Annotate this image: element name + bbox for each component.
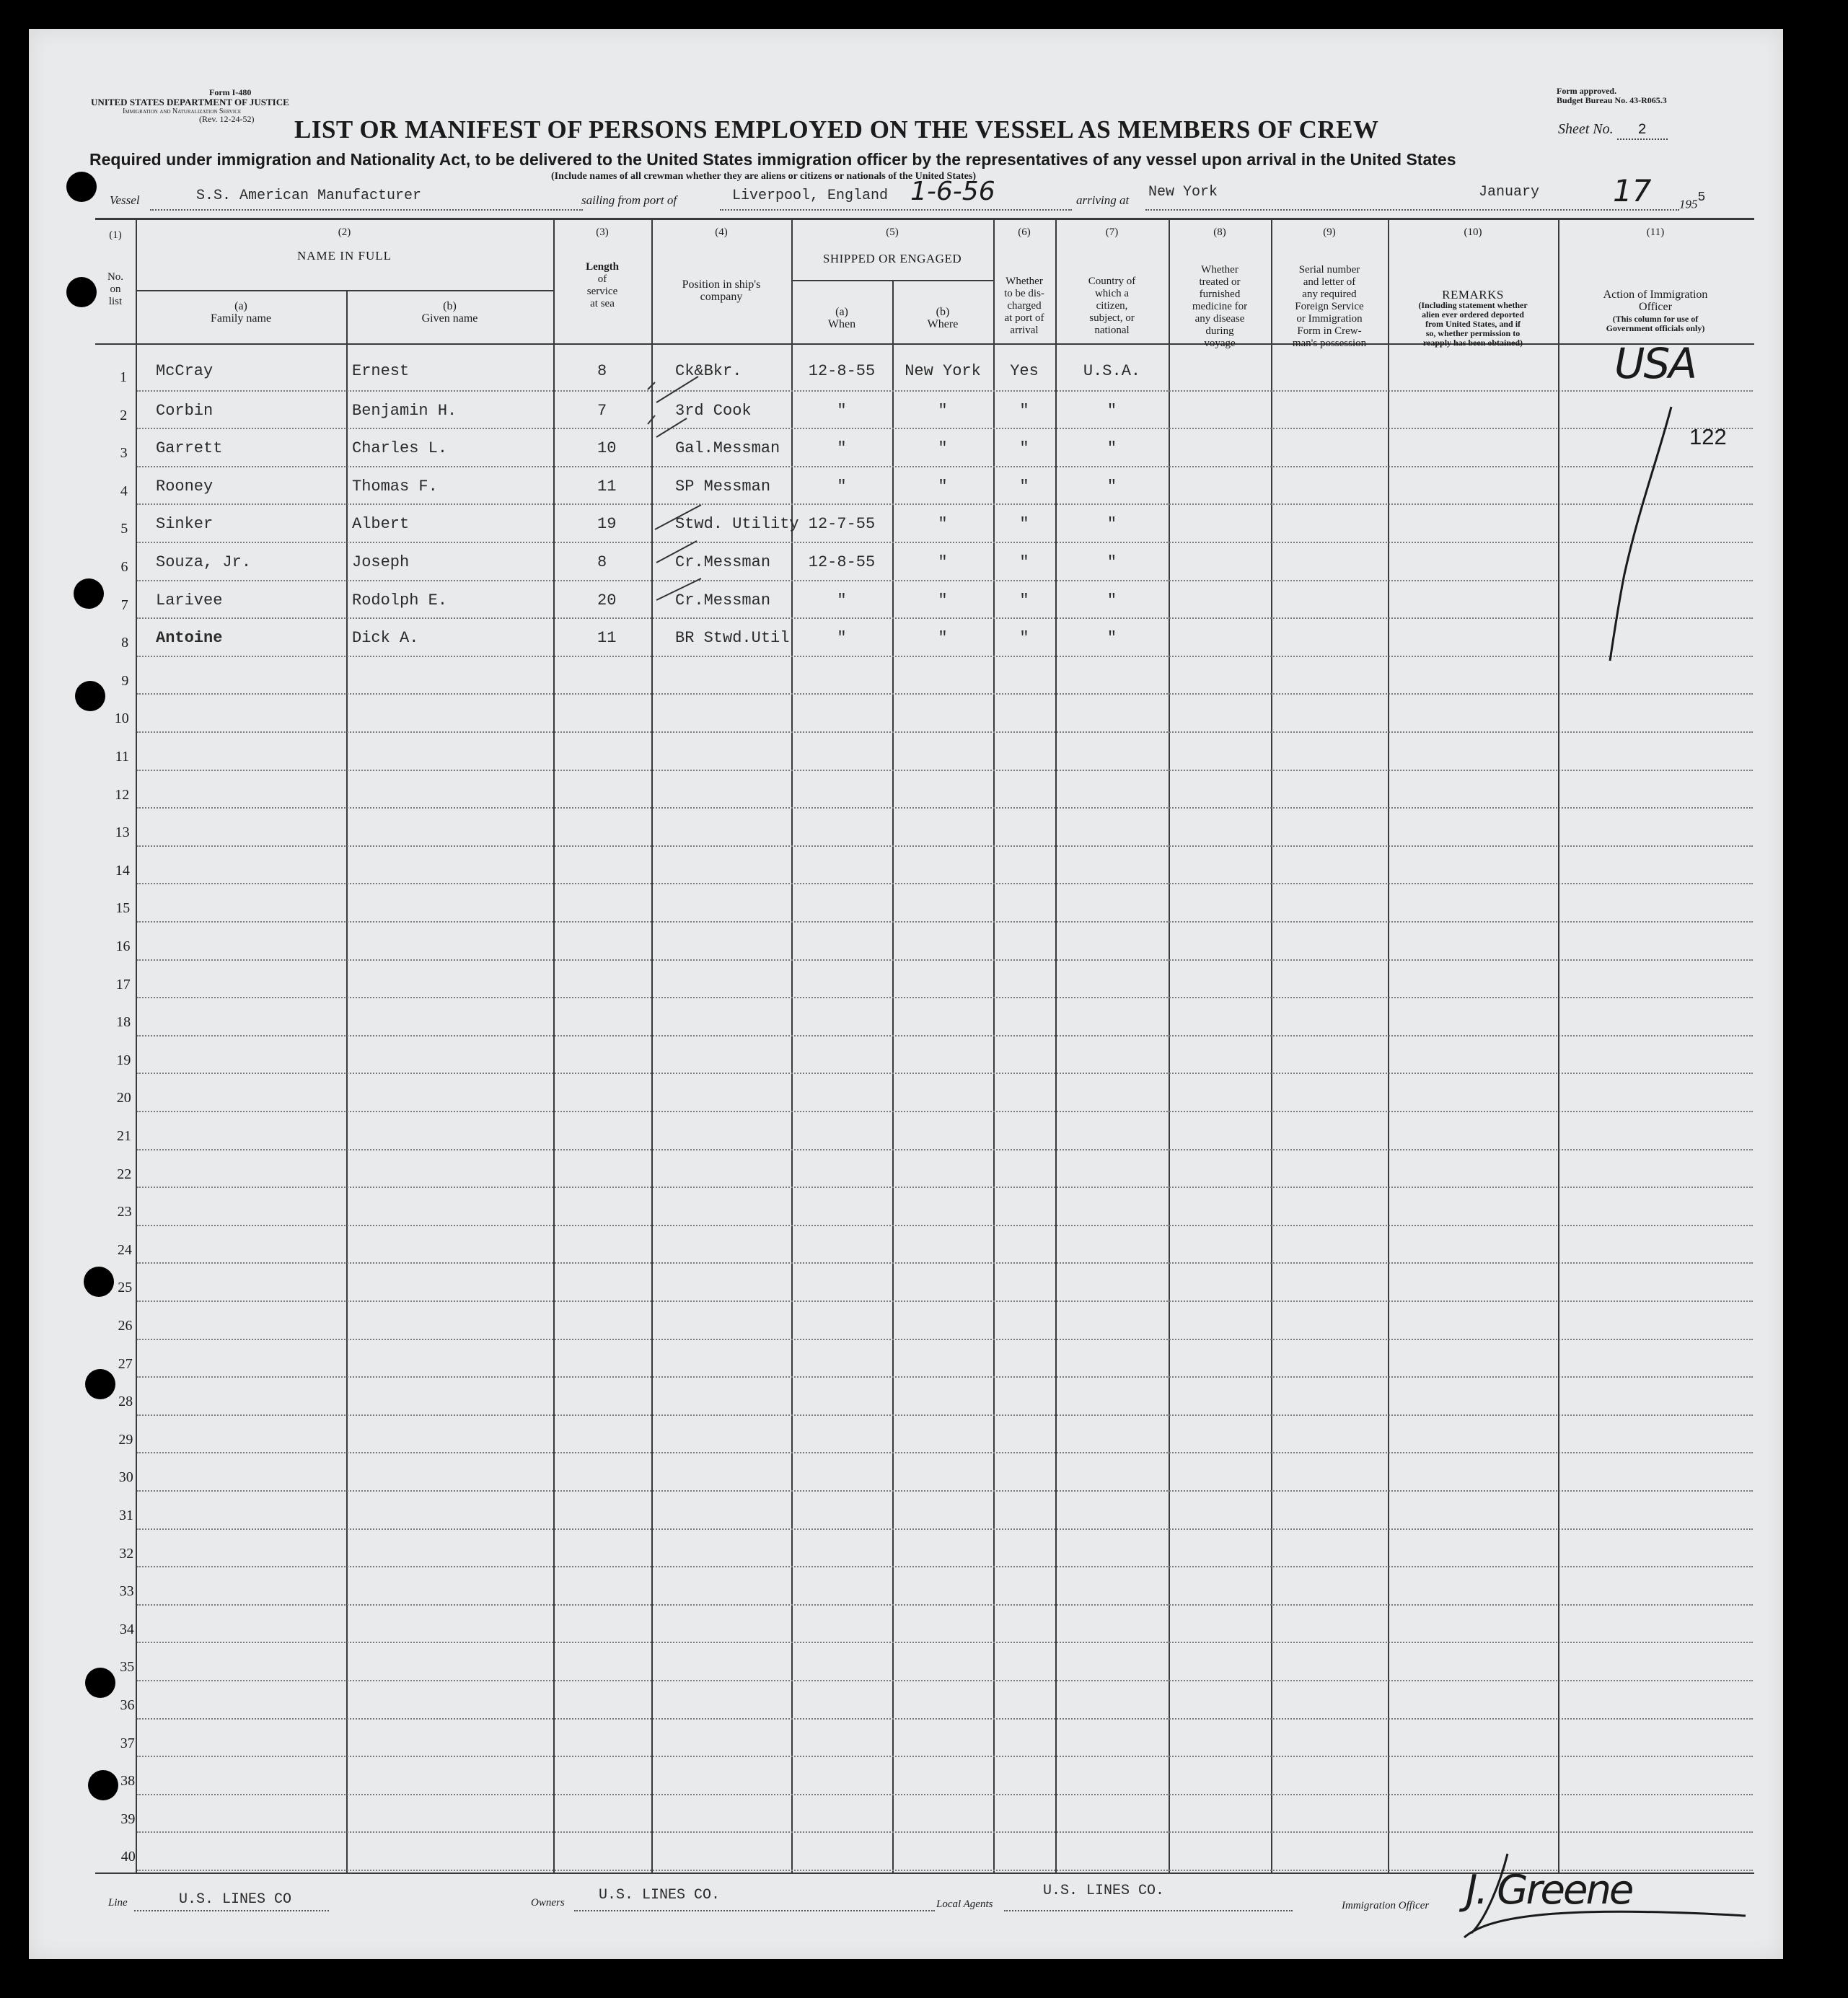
header-line: and letter of [1303,276,1356,288]
row-number: 18 [116,1014,131,1031]
header-line: REMARKS [1442,288,1504,302]
length-of-service: 8 [597,362,607,380]
action-number: 122 [1689,424,1727,449]
row-number: 28 [118,1394,133,1410]
arrival-year-suffix: 5 [1697,190,1706,205]
shipped-when: " [837,439,847,458]
col-divider [791,219,793,1872]
header-line: alien ever ordered deported [1422,309,1524,320]
header-line: voyage [1204,338,1236,349]
line-label: Line [108,1897,128,1909]
header-line: When [827,318,856,330]
given-name: Ernest [352,362,410,380]
row-number: 24 [117,1241,132,1258]
col-divider [1388,219,1389,1872]
header-line: at sea [590,298,615,309]
col2b-header [346,300,553,325]
length-of-service: 7 [597,401,607,420]
position: Gal.Messman [675,439,780,458]
local-agents-label: Local Agents [936,1898,993,1910]
country: " [1106,477,1117,496]
shipped-when: " [837,629,847,648]
inclusion-note: (Include names of all crewman whether they are aliens or citizens or nationals of the United States) [551,171,976,182]
header-line: Action of Immigration [1603,289,1708,301]
header-line: Foreign Service [1295,301,1364,312]
shipped-when: 12-7-55 [808,515,876,534]
col7-number: (7) [1105,226,1119,238]
budget-bureau: Budget Bureau No. 43-R065.3 [1557,95,1667,105]
row-line [137,1301,1753,1302]
discharged-at-arrival: " [1019,401,1029,420]
discharged-at-arrival: " [1019,553,1029,571]
header-line: on [110,283,121,295]
row-line [137,693,1753,695]
discharged-at-arrival: " [1019,477,1029,496]
row-line [137,1035,1753,1037]
position: BR Stwd.Util [675,629,790,648]
header-line: medicine for [1192,301,1248,312]
manifest-sheet [29,29,1783,1959]
shipped-where: " [938,401,948,420]
position: 3rd Cook [675,401,752,420]
header-line: national [1094,325,1130,336]
arrival-year-prefix: 195 [1679,197,1698,211]
country: " [1106,515,1117,534]
col6-number: (6) [1018,226,1031,238]
discharged-at-arrival: " [1019,515,1029,534]
header-line: furnished [1199,289,1241,300]
shipped-when: " [837,591,847,609]
shipped-when: 12-8-55 [808,553,876,571]
discharged-at-arrival: " [1019,439,1029,458]
row-number: 27 [118,1355,133,1372]
row-line [137,883,1753,884]
header-line: citizen, [1096,300,1128,312]
row-line [137,997,1753,998]
col4-number: (4) [715,226,728,238]
arriving-port: New York [1148,184,1218,201]
row-number: 36 [120,1697,135,1713]
discharged-at-arrival: Yes [1010,362,1039,380]
col8-number: (8) [1213,226,1226,238]
signature-flourish [1457,1847,1760,1948]
form-number: Form I-480 [209,87,252,97]
row-number: 13 [115,824,130,841]
length-of-service: 11 [597,477,617,496]
row-line [137,1528,1753,1530]
row-number: 1 [120,369,127,385]
length-of-service: 19 [597,515,617,534]
row-line [137,542,1753,543]
family-name: Rooney [156,477,214,496]
checkmark-ticks [635,368,750,685]
col2-header: NAME IN FULL [297,249,392,263]
header-line: company [700,291,743,303]
sheet-label: Sheet No. [1558,121,1614,137]
row-number: 9 [121,672,129,689]
row-line [137,1262,1753,1264]
header-line: Serial number [1298,264,1360,276]
row-number: 5 [120,521,128,537]
header-line: list [108,296,123,307]
punch-hole [66,172,97,202]
sailing-underline [720,209,1072,211]
header-line: (Including statement whether [1418,300,1528,310]
row-number: 30 [118,1469,133,1486]
row-number: 34 [119,1621,134,1637]
row-line [137,617,1753,619]
officer-signature: J. Greene [1466,1867,1632,1914]
row-number: 14 [115,862,130,879]
header-line: subject, or [1089,312,1135,324]
length-of-service: 11 [597,629,617,648]
country: " [1106,591,1117,609]
col1-header [95,271,136,308]
header-line: (b) [443,300,457,312]
row-number: 20 [116,1090,131,1106]
arrival-month: January [1479,184,1540,201]
row-line [137,1225,1753,1226]
row-number: 15 [115,900,131,917]
col-divider [553,219,555,1872]
header-line: treated or [1199,276,1241,288]
row-number: 35 [120,1659,135,1676]
row-line [137,921,1753,923]
row-number: 3 [120,445,128,462]
sheet-number-label [1558,121,1668,140]
col3-number: (3) [596,226,609,238]
header-line: to be dis- [1004,288,1044,299]
shipped-where: " [938,515,948,534]
country: " [1106,629,1117,648]
discharged-at-arrival: " [1019,591,1029,609]
header-line: charged [1007,300,1042,312]
row-number: 31 [119,1508,133,1523]
given-name: Charles L. [352,439,448,458]
col2a-header [136,300,346,325]
discharged-at-arrival: " [1019,629,1029,648]
sailing-date-handwritten: 1-6-56 [910,177,995,206]
header-line: Officer [1639,301,1672,313]
col6-header [993,276,1055,337]
header-line: (b) [936,306,950,318]
sailing-from-label: sailing from port of [581,193,677,207]
col7-header [1055,276,1169,337]
owners-label: Owners [531,1897,565,1909]
col-divider [1055,219,1057,1872]
row-number: 22 [117,1166,132,1182]
row-line [137,1604,1753,1606]
given-name: Albert [352,515,410,534]
position: SP Messman [675,477,771,496]
vessel-underline [150,209,583,211]
col5-header: SHIPPED OR ENGAGED [822,252,962,265]
family-name: Sinker [156,515,214,534]
header-line: which a [1094,288,1130,299]
row-line [137,1414,1753,1416]
line-underline [134,1910,329,1911]
table-top-border [95,218,1754,220]
row-number: 17 [115,976,131,993]
col8-header [1169,264,1271,350]
shipped-header-split [791,280,993,281]
row-number: 37 [120,1735,135,1751]
header-line: Government officials only) [1606,323,1705,333]
header-line: No. [107,271,124,283]
arriving-underline [1145,209,1679,211]
given-name: Benjamin H. [352,401,457,420]
row-number: 8 [121,635,129,651]
position: Cr.Messman [675,591,771,609]
shipped-where: New York [905,362,981,380]
agents-underline [1004,1910,1293,1911]
sheet-number: 2 [1617,122,1668,140]
page-title: LIST OR MANIFEST OF PERSONS EMPLOYED ON THE VESSEL AS MEMBERS OF CREW [294,115,1379,144]
row-line [137,1149,1753,1150]
header-line: man's possession [1292,338,1367,349]
row-line [137,845,1753,847]
officer-label: Immigration Officer [1342,1900,1430,1911]
shipped-where: " [938,439,948,458]
row-number: 38 [120,1773,136,1790]
length-of-service: 20 [597,591,617,609]
col10-header [1388,289,1558,348]
row-line [137,1831,1753,1833]
row-line [137,807,1753,809]
arriving-at-label: arriving at [1076,193,1130,207]
action-initials-handwritten: USA [1614,339,1696,388]
row-line [137,1073,1753,1074]
row-line [137,466,1753,467]
header-line: Position in ship's [682,278,761,291]
row-line [137,1111,1753,1112]
col-divider [993,219,995,1872]
family-name: Antoine [156,629,223,648]
row-number: 19 [116,1052,131,1068]
length-of-service: 8 [597,553,607,571]
col9-header [1271,264,1388,350]
remarks-note [1388,301,1558,348]
header-line: service [586,286,618,297]
row-number: 21 [117,1128,131,1144]
row-number: 10 [114,710,129,727]
given-name: Joseph [352,553,410,571]
row-number: 6 [120,559,128,575]
action-pen-stroke [1596,401,1682,668]
col5a-header [791,306,892,330]
row-line [137,1756,1753,1757]
col-divider [136,219,137,1872]
header-line: Where [927,318,959,330]
header-line: any disease [1194,313,1245,325]
header-line: Length [586,261,619,273]
given-name: Dick A. [352,629,419,648]
service-name: Immigration and Naturalization Service [123,107,242,115]
department-name: UNITED STATES DEPARTMENT OF JUSTICE [91,97,289,107]
col-divider [346,291,348,1872]
row-number: 26 [118,1318,133,1334]
row-line [137,580,1753,581]
row-number: 29 [118,1431,133,1448]
header-line: arrival [1010,325,1039,336]
shipped-when: " [837,401,847,420]
row-line [137,656,1753,657]
header-line: during [1205,325,1234,337]
local-agents-value: U.S. LINES CO. [1043,1883,1165,1899]
col5-number: (5) [886,226,899,238]
row-number: 16 [115,938,131,954]
shipped-where: " [938,629,948,648]
shipped-when: " [837,477,847,496]
row-number: 12 [115,786,130,803]
row-number: 23 [117,1204,132,1220]
header-line: (a) [835,306,848,318]
row-number: 11 [115,749,129,765]
row-line [137,1680,1753,1681]
family-name: McCray [156,362,214,380]
vessel-label: Vessel [110,193,140,207]
owners-underline [574,1910,935,1911]
header-line: (a) [234,300,247,312]
col4-header [651,278,791,303]
header-line: Given name [421,312,478,325]
row-line [137,1339,1753,1340]
row-number: 4 [120,483,128,499]
family-name: Corbin [156,401,214,420]
header-line: so, whether permission to [1425,328,1521,338]
owners-value: U.S. LINES CO. [599,1887,721,1904]
row-number: 39 [120,1810,136,1827]
page-subtitle: Required under immigration and Nationality Act, to be delivered to the United States immigration officer by the representatives of any vessel upon arrival in the United States [89,150,1456,169]
header-line: Country of [1088,276,1136,287]
header-line: of [597,273,607,285]
row-number: 32 [119,1545,134,1562]
header-line: from United States, and if [1425,319,1521,329]
position: Ck&Bkr. [675,362,742,380]
shipped-where: " [938,553,948,571]
name-header-split [136,290,553,291]
col1-number: (1) [109,229,122,241]
header-line: (This column for use of [1612,314,1699,324]
header-line: reapply has been obtained) [1422,338,1523,348]
punch-hole [66,277,97,307]
position: Stwd. Utility [675,515,799,534]
col2-number: (2) [338,226,351,238]
form-approved: Form approved. [1557,86,1617,96]
family-name: Larivee [156,591,223,609]
arrival-day-handwritten: 17 [1613,173,1652,208]
row-line [137,1187,1753,1188]
row-line [137,503,1753,505]
header-line: or Immigration [1296,313,1363,325]
header-line: any required [1302,289,1357,300]
length-of-service: 10 [597,439,617,458]
row-line [137,1566,1753,1567]
row-line [137,1452,1753,1453]
row-line [137,959,1753,961]
row-line [137,1490,1753,1492]
action-note [1558,314,1753,333]
row-line [137,1376,1753,1378]
header-line: at port of [1004,312,1044,324]
family-name: Souza, Jr. [156,553,252,571]
row-number: 7 [120,597,128,613]
row-number: 33 [119,1583,134,1600]
row-line [137,1642,1753,1643]
given-name: Rodolph E. [352,591,448,609]
vessel-name: S.S. American Manufacturer [196,188,422,204]
arrival-year [1679,190,1706,212]
country: " [1106,439,1117,458]
family-name: Garrett [156,439,223,458]
header-line: Family name [211,312,271,325]
given-name: Thomas F. [352,477,438,496]
sailing-port: Liverpool, England [732,188,889,204]
form-revision: (Rev. 12-24-52) [199,114,255,124]
shipped-when: 12-8-55 [808,362,876,380]
row-line [137,428,1753,429]
col-divider [1271,219,1272,1872]
col5b-header [892,306,993,330]
row-line [137,770,1753,771]
country: U.S.A. [1083,362,1141,380]
header-line: Whether [1006,276,1043,287]
country: " [1106,401,1117,420]
line-value: U.S. LINES CO [179,1891,292,1908]
country: " [1106,553,1117,571]
shipped-where: " [938,591,948,609]
col9-number: (9) [1323,226,1336,238]
row-number: 2 [120,407,128,423]
col-divider [1558,219,1559,1872]
row-line [137,1794,1753,1795]
row-number: 25 [118,1280,133,1296]
col-divider [1169,219,1170,1872]
col3-header [553,261,651,310]
col11-header [1558,289,1753,333]
header-line: Whether [1201,264,1238,276]
position: Cr.Messman [675,553,771,571]
header-line: Form in Crew- [1297,325,1362,337]
col10-number: (10) [1464,226,1482,238]
shipped-where: " [938,477,948,496]
row-line [137,390,1753,392]
row-line [137,731,1753,733]
row-line [137,1718,1753,1720]
row-number: 40 [120,1849,136,1865]
col11-number: (11) [1646,226,1665,238]
